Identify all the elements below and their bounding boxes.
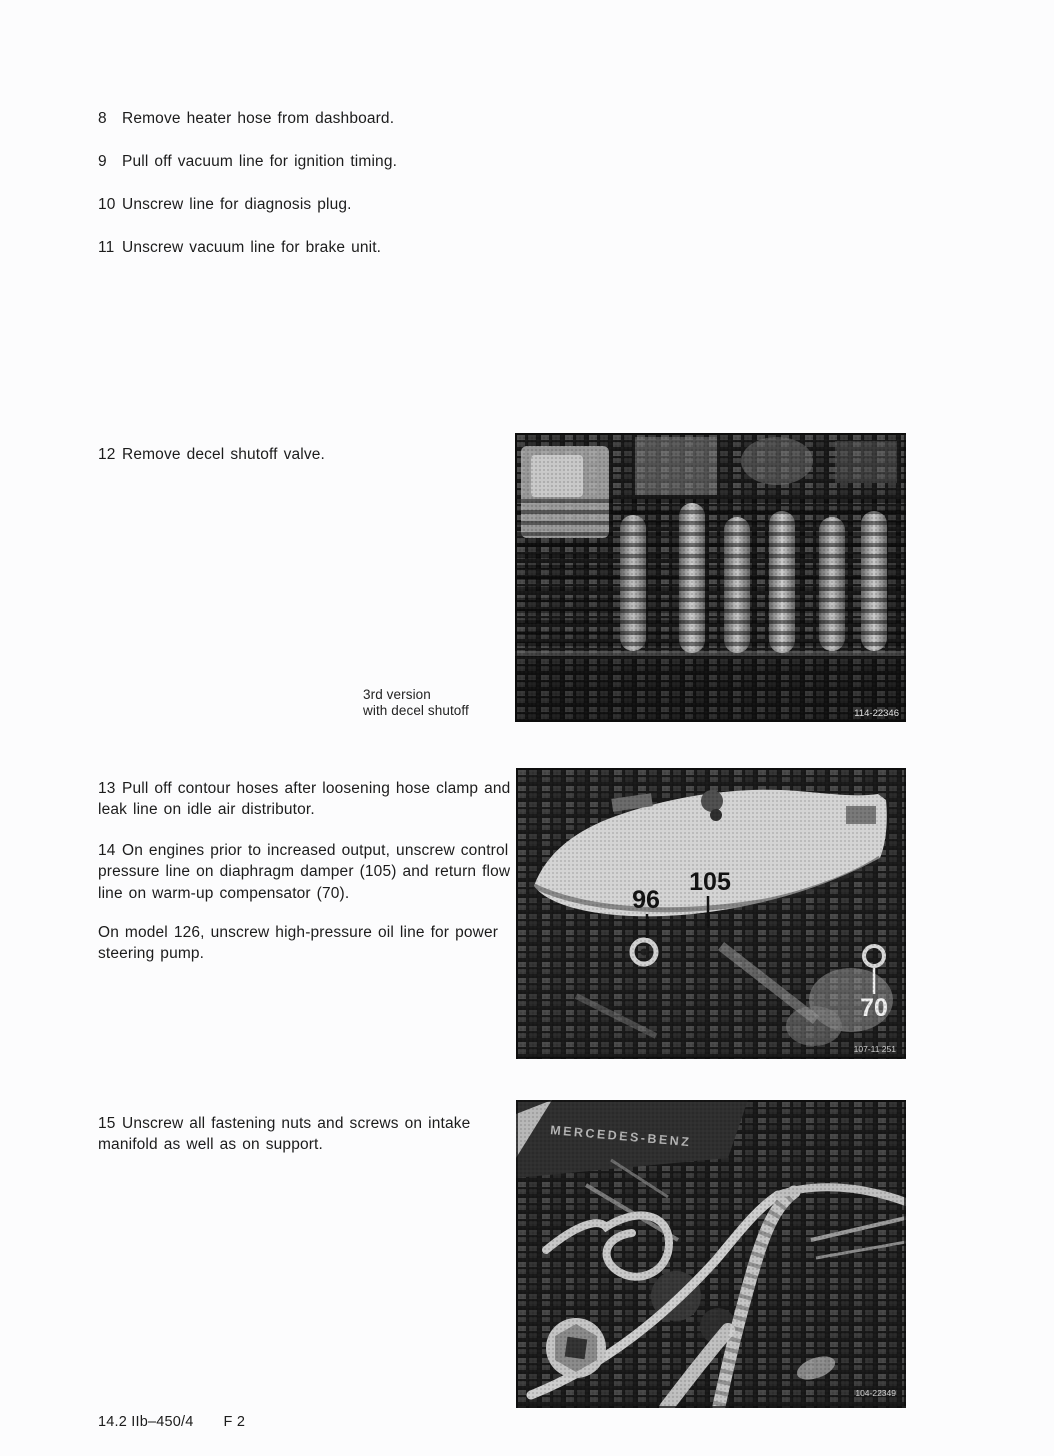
step-number: 10: [98, 195, 116, 213]
callout-105-label: 105: [689, 868, 731, 896]
page-footer: [98, 1414, 245, 1430]
step-number: 13: [98, 779, 116, 797]
photo-1-id-label: 114-22346: [854, 708, 899, 719]
step-8: [98, 108, 518, 130]
callout-70-label: 70: [860, 994, 888, 1022]
photo-2-id-label: 107-11 251: [853, 1044, 896, 1054]
step-number: 9: [98, 152, 107, 170]
step-text: Pull off vacuum line for ignition timing.: [122, 152, 398, 170]
step-text: Unscrew line for diagnosis plug.: [122, 195, 352, 213]
intake-manifold-image: [516, 768, 906, 1059]
step-number: 12: [98, 445, 116, 463]
engine-top-view-image: [515, 433, 906, 722]
caption-line-1: 3rd version: [363, 687, 431, 702]
photo-1-caption: [363, 687, 469, 718]
engine-hoses-image: [516, 1100, 906, 1408]
caption-line-2: with decel shutoff: [363, 702, 469, 718]
step-number: 8: [98, 109, 107, 127]
photo-3-id-label: 104-22349: [855, 1388, 896, 1398]
step-15: [98, 1113, 518, 1157]
step-note-model-126: [98, 922, 518, 966]
step-14: [98, 840, 518, 905]
photo-intake-manifold: [516, 768, 906, 1059]
step-text: Remove decel shutoff valve.: [122, 445, 325, 463]
step-13: [98, 778, 518, 822]
step-9: [98, 151, 518, 173]
footer-page-code: F 2: [223, 1414, 246, 1430]
photo-engine-hoses: [516, 1100, 906, 1408]
footer-section-code: 14.2 IIb–450/4: [98, 1414, 194, 1430]
valve-cover-emboss-text: MERCEDES-BENZ: [549, 1123, 692, 1150]
step-text: On engines prior to increased output, unscrew control pressure line on diaphragm damper (105) and return flow line on warm-up compensator (70).: [98, 841, 511, 903]
step-number: 14: [98, 841, 116, 859]
step-text: Unscrew vacuum line for brake unit.: [122, 238, 382, 256]
callout-96-label: 96: [632, 886, 660, 914]
step-text: On model 126, unscrew high-pressure oil line for power steering pump.: [98, 923, 499, 963]
step-text: Remove heater hose from dashboard.: [122, 109, 395, 127]
step-text: Pull off contour hoses after loosening hose clamp and leak line on idle air distributor.: [98, 779, 511, 819]
step-number: 11: [98, 238, 115, 256]
step-11: [98, 237, 518, 259]
photo-engine-top-view: [515, 433, 906, 722]
step-12: [98, 444, 518, 466]
step-10: [98, 194, 518, 216]
step-text: Unscrew all fastening nuts and screws on intake manifold as well as on support.: [98, 1114, 471, 1154]
step-number: 15: [98, 1114, 116, 1132]
